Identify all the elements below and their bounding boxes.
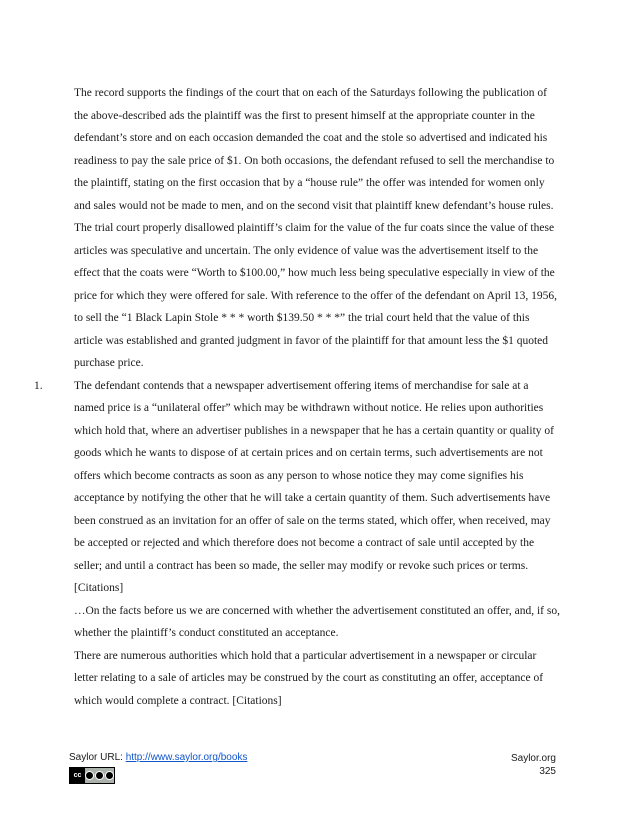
- license-terms-icons: [85, 768, 114, 783]
- saylor-books-link[interactable]: http://www.saylor.org/books: [125, 752, 248, 763]
- paragraph-authorities: There are numerous authorities which hold that a particular advertisement in a newspaper or circular letter relating to a sale of articles may be construed by the court as constituting an offer, acceptance of which would complete a contract. [Citations]: [74, 649, 544, 707]
- footer-page-info: [511, 752, 556, 778]
- url-label: Saylor URL:: [69, 752, 123, 763]
- share-alike-icon: [105, 771, 114, 780]
- item-number: 1.: [34, 379, 43, 392]
- footer-source: [69, 752, 247, 763]
- paragraph-trial-court: The trial court properly disallowed plaintiff’s claim for the value of the fur coats since the value of these articles was speculative and uncertain. The only evidence of value was the advertisement itself to the effect that the coats were “Worth to $100.00,” how much less being speculative especially in view of the price for which they were offered for sale. With reference to the offer of the defendant on April 13, 1956, to sell the “1 Black Lapin Stole * * * worth $139.50 * * *” the trial court held that the value of this article was established and granted judgment in favor of the plaintiff for that amount less the $1 quoted purchase price.: [74, 222, 557, 369]
- cc-logo-icon: cc: [70, 768, 85, 783]
- item-text: The defendant contends that a newspaper advertisement offering items of merchandise for sale at a named price is a “unilateral offer” which may be withdrawn without notice. He relies upon authorities which hold that, where an advertiser publishes in a newspaper that he has a certain quantity or quality of goods which he wants to dispose of at certain prices and on certain terms, such advertisements are not offers which become contracts as soon as any person to whose notice they may come signifies his acceptance by notifying the other that he will take a certain quantity of them. Such advertisements have been construed as an invitation for an offer of sale on the terms stated, which offer, when received, may be accepted or rejected and which therefore does not become a contract of sale until accepted by the seller; and until a contract has been so made, the seller may modify or revoke such prices or terms. [Citations]: [74, 379, 554, 594]
- creative-commons-license-icon: [69, 767, 115, 784]
- noncommercial-icon: [95, 771, 104, 780]
- paragraph-record-findings: The record supports the findings of the court that on each of the Saturdays following the publication of the above-described ads the plaintiff was the first to present himself at the appropriate counter in the defendant’s store and on each occasion demanded the coat and the stole so advertised and indicated his readiness to pay the sale price of $1. On both occasions, the defendant refused to sell the merchandise to the plaintiff, stating on the first occasion that by a “house rule” the offer was intended for women only and sales would not be made to men, and on the second visit that plaintiff knew defendant’s house rules.: [74, 87, 555, 212]
- site-name: Saylor.org: [510, 753, 556, 764]
- numbered-paragraph: [34, 375, 560, 600]
- paragraph-facts: …On the facts before us we are concerned with whether the advertisement constituted an offer, and, if so, whether the plaintiff’s conduct constituted an acceptance.: [74, 604, 560, 639]
- page-number: 325: [539, 766, 556, 777]
- attribution-icon: [85, 771, 94, 780]
- body-text: [34, 82, 560, 712]
